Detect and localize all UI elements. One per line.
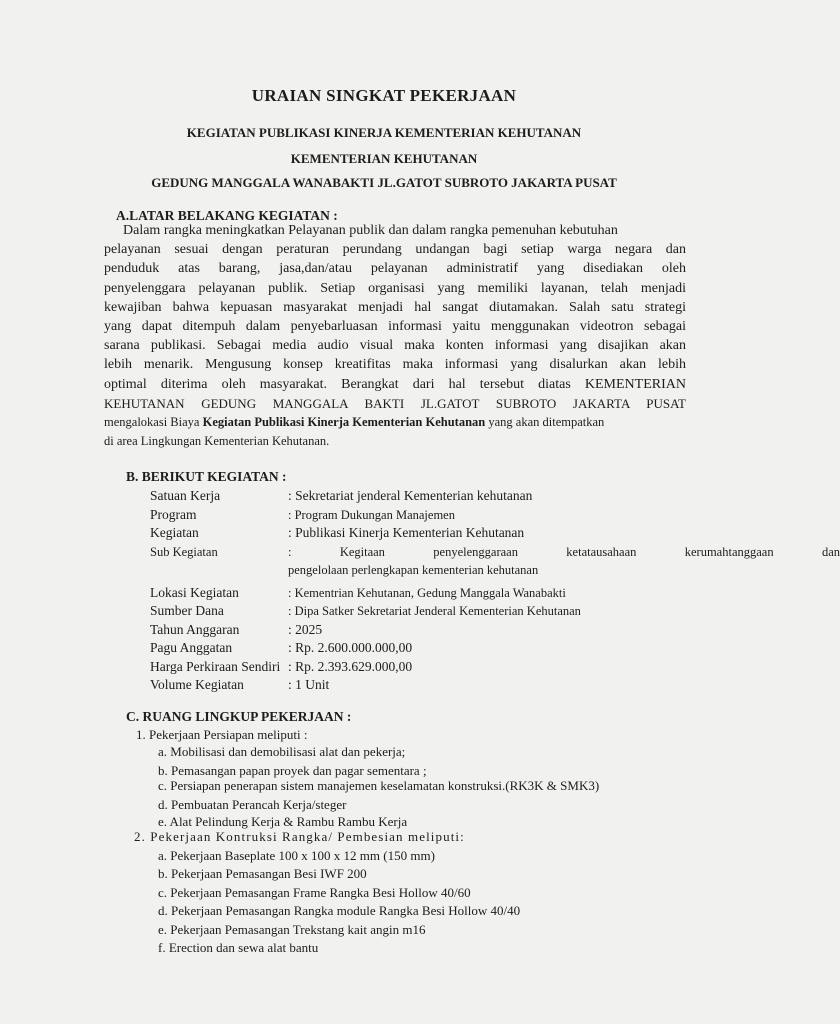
subtitle-location: GEDUNG MANGGALA WANABAKTI JL.GATOT SUBROTO JAKARTA PUSAT [151, 175, 617, 190]
list-item: d. Pembuatan Perancah Kerja/steger [158, 797, 347, 812]
list-item: c. Pekerjaan Pemasangan Frame Rangka Besi Hollow 40/60 [158, 885, 471, 900]
detail-label: Harga Perkiraan Sendiri [150, 658, 281, 674]
detail-value: : 2025 [288, 621, 323, 637]
subtitle-activity: KEGIATAN PUBLIKASI KINERJA KEMENTERIAN KEHUTANAN [186, 125, 582, 140]
list-item: e. Alat Pelindung Kerja & Rambu Rambu Kerja [158, 814, 408, 829]
list-item: c. Persiapan penerapan sistem manajemen keselamatan konstruksi.(RK3K & SMK3) [158, 778, 600, 793]
subtitle-ministry: KEMENTERIAN KEHUTANAN [290, 151, 478, 166]
paragraph-line: kewajiban bahwa kepuasan masyarakat menjadi hal sangat diutamakan. Salah satu strategi [104, 299, 686, 315]
list-item: a. Pekerjaan Baseplate 100 x 100 x 12 mm (150 mm) [158, 848, 435, 863]
allocation-activity-bold: Kegiatan Publikasi Kinerja Kementerian Kehutanan [202, 414, 486, 429]
scope-group-1-title: 1. Pekerjaan Persiapan meliputi : [136, 727, 308, 742]
detail-value-continuation: pengelolaan perlengkapan kementerian kehutanan [288, 563, 539, 577]
paragraph-line: lebih menarik. Mengusung konsep kreatifitas maka informasi yang disalurkan akan lebih [104, 357, 686, 373]
paragraph-line: pelayanan sesuai dengan peraturan perundang undangan bagi setiap warga negara dan [104, 242, 686, 258]
detail-label: Volume Kegiatan [150, 677, 244, 692]
paragraph-line: sarana publikasi. Sebagai media audio visual maka konten informasi yang disajikan akan [104, 338, 686, 354]
list-item: b. Pekerjaan Pemasangan Besi IWF 200 [158, 866, 367, 881]
detail-value: : Publikasi Kinerja Kementerian Kehutanan [288, 525, 525, 540]
list-item: e. Pekerjaan Pemasangan Trekstang kait angin m16 [158, 922, 426, 937]
detail-label: Program [150, 506, 197, 522]
list-item: a. Mobilisasi dan demobilisasi alat dan pekerja; [158, 744, 406, 759]
detail-value: : 1 Unit [288, 677, 330, 692]
section-b-heading: B. BERIKUT KEGIATAN : [126, 469, 287, 484]
section-c-heading: C. RUANG LINGKUP PEKERJAAN : [126, 709, 352, 724]
paragraph-line: di area Lingkungan Kementerian Kehutanan. [104, 434, 330, 449]
paragraph-line: penduduk atas barang, jasa,dan/atau pelayanan administratif yang disediakan oleh [104, 261, 686, 277]
paragraph-line: KEHUTANAN GEDUNG MANGGALA BAKTI JL.GATOT SUBROTO JAKARTA PUSAT [104, 395, 686, 411]
detail-label: Lokasi Kegiatan [150, 584, 239, 600]
section-a-heading: A.LATAR BELAKANG KEGIATAN : [116, 208, 338, 223]
detail-value: : Sekretariat jenderal Kementerian kehutanan [288, 488, 533, 503]
detail-label: Pagu Anggatan [150, 640, 233, 655]
detail-label: Tahun Anggaran [150, 621, 240, 637]
paragraph-line: optimal diterima oleh masyarakat. Berangkat dari hal tersebut diatas KEMENTERIAN [104, 376, 686, 392]
list-item: f. Erection dan sewa alat bantu [158, 940, 319, 955]
detail-label: Sumber Dana [150, 603, 224, 618]
detail-value: : Rp. 2.393.629.000,00 [288, 658, 413, 674]
list-item: b. Pemasangan papan proyek dan pagar sementara ; [158, 763, 427, 778]
detail-value: : Dipa Satker Sekretariat Jenderal Kementerian Kehutanan [288, 604, 581, 618]
paragraph-line: Dalam rangka meningkatkan Pelayanan publik dan dalam rangka pemenuhan kebutuhan [123, 223, 618, 238]
paragraph-line-allocation [104, 413, 686, 432]
detail-value: : Program Dukungan Manajemen [288, 507, 455, 522]
paragraph-line: penyelenggara pelayanan publik. Setiap organisasi yang memiliki layanan, telah menjadi [104, 280, 686, 296]
allocation-text: mengalokasi Biaya [104, 414, 203, 429]
detail-label: Satuan Kerja [150, 488, 221, 503]
detail-value: : Kegitaan penyelenggaraan ketatausahaan kerumahtanggaan dan [288, 544, 840, 559]
detail-value: : Kementrian Kehutanan, Gedung Manggala Wanabakti [288, 585, 566, 600]
detail-label: Kegiatan [150, 525, 199, 540]
list-item: d. Pekerjaan Pemasangan Rangka module Rangka Besi Hollow 40/40 [158, 903, 521, 918]
detail-value: : Rp. 2.600.000.000,00 [288, 640, 413, 655]
paragraph-line: yang dapat ditempuh dalam penyebarluasan informasi yaitu menggunakan videotron sebagai [104, 318, 686, 334]
scope-group-2-title: 2. Pekerjaan Kontruksi Rangka/ Pembesian meliputi: [134, 829, 465, 844]
allocation-text-end: yang akan ditempatkan [485, 414, 605, 429]
detail-label: Sub Kegiatan [150, 544, 218, 559]
section-a-paragraph [104, 221, 686, 451]
document-title: URAIAN SINGKAT PEKERJAAN [251, 86, 517, 105]
